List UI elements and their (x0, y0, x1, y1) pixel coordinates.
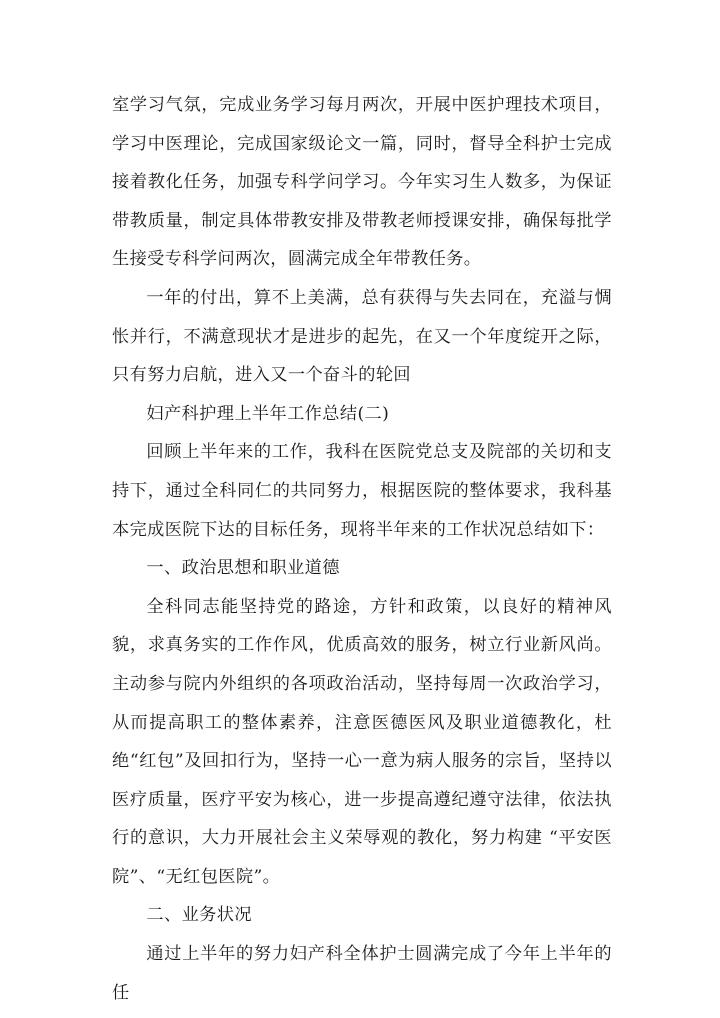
paragraph-reflection: 一年的付出，算不上美满，总有获得与失去同在，充溢与惆怅并行，不满意现状才是进步的起先，在又一个年度绽开之际，只有努力启航，进入又一个奋斗的轮回 (112, 287, 612, 386)
paragraph-business-status: 通过上半年的努力妇产科全体护士圆满完成了今年上半年的任 (112, 944, 612, 1003)
paragraph-review: 回顾上半年来的工作，我科在医院党总支及院部的关切和支持下，通过全科同仁的共同努力，根据医院的整体要求，我科基本完成医院下达的目标任务，现将半年来的工作状况总结如下： (112, 442, 612, 540)
section-title: 妇产科护理上半年工作总结(二) (146, 403, 390, 424)
paragraph-political-ethics: 全科同志能坚持党的路途，方针和政策，以良好的精神风貌，求真务实的工作作风，优质高效的服务，树立行业新风尚。主动参与院内外组织的各项政治活动，坚持每周一次政治学习，从而提高职工的整体素养，注意医德医风及职业道德教化，杜绝“红包”及回扣行为，坚持一心一意为病人服务的宗旨，坚持以医疗质量，医疗平安为核心，进一步提高遵纪遵守法律，依法执行的意识，大力开展社会主义荣辱观的教化，努力构建 “平安医院”、“无红包医院”。 (112, 596, 612, 887)
heading-business-status: 二、业务状况 (146, 905, 252, 926)
heading-political-ethics: 一、政治思想和职业道德 (146, 558, 340, 579)
paragraph-continued: 室学习气氛，完成业务学习每月两次，开展中医护理技术项目，学习中医理论，完成国家级论文一篇，同时，督导全科护士完成接着教化任务，加强专科学问学习。今年实习生人数多，为保证带教质量，制定具体带教安排及带教老师授课安排，确保每批学生接受专科学问两次，圆满完成全年带教任务。 (112, 95, 612, 270)
document-body (112, 86, 612, 1012)
